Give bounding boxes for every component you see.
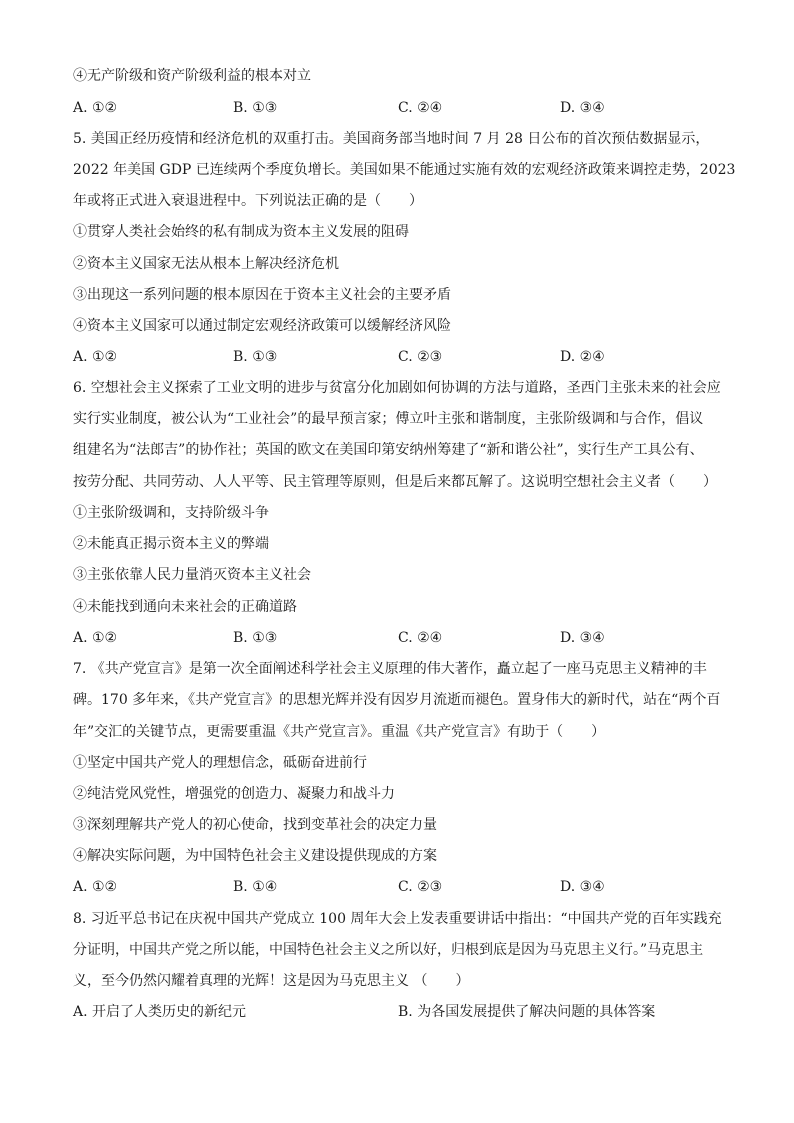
q5-option-c[interactable]: C. ②③ [398, 349, 443, 365]
q5-item-2: ②资本主义国家无法从根本上解决经济危机 [73, 256, 339, 272]
q5-stem-line-1: 5. 美国正经历疫情和经济危机的双重打击。美国商务部当地时间 7 月 28 日公布的首次预估数据显示， [73, 131, 710, 147]
q5-option-d[interactable]: D. ②④ [560, 349, 605, 365]
q7-stem-line-2: 碑。170 多年来，《共产党宣言》的思想光辉并没有因岁月流逝而褪色。置身伟大的新时代，站在“两个百 [73, 692, 721, 708]
q8-option-a[interactable]: A. 开启了人类历史的新纪元 [73, 1004, 247, 1020]
q5-stem-line-3: 年或将正式进入衰退进程中。下列说法正确的是（ ） [73, 193, 423, 209]
q5-item-4: ④资本主义国家可以通过制定宏观经济政策可以缓解经济风险 [73, 318, 451, 334]
q7-stem-line-3: 年”交汇的关键节点，更需要重温《共产党宣言》。重温《共产党宣言》有助于（ ） [73, 724, 606, 740]
q5-item-1: ①贯穿人类社会始终的私有制成为资本主义发展的阻碍 [73, 224, 409, 240]
q6-stem-line-2: 实行实业制度，被公认为“工业社会”的最早预言家；傅立叶主张和谐制度，主张阶级调和与合作，倡议 [73, 411, 704, 427]
q4-option-a[interactable]: A. ①② [73, 100, 118, 116]
q8-stem-line-1: 8. 习近平总书记在庆祝中国共产党成立 100 周年大会上发表重要讲话中指出：“中国共产党的百年实践充 [73, 911, 722, 927]
q7-option-b[interactable]: B. ①④ [233, 879, 278, 895]
q6-item-1: ①主张阶级调和，支持阶级斗争 [73, 505, 269, 521]
q6-option-d[interactable]: D. ③④ [560, 630, 605, 646]
q6-stem-line-4: 按劳分配、共同劳动、人人平等、民主管理等原则，但是后来都瓦解了。这说明空想社会主义者（ ） [73, 474, 717, 490]
q8-stem-line-3: 义，至今仍然闪耀着真理的光辉！这是因为马克思主义 （ ） [73, 973, 470, 989]
q6-stem-line-1: 6. 空想社会主义探索了工业文明的进步与贫富分化加剧如何协调的方法与道路，圣西门主张未来的社会应 [73, 380, 721, 396]
q7-option-c[interactable]: C. ②③ [398, 879, 443, 895]
q7-item-4: ④解决实际问题，为中国特色社会主义建设提供现成的方案 [73, 848, 437, 864]
q4-option-d[interactable]: D. ③④ [560, 100, 605, 116]
q6-item-4: ④未能找到通向未来社会的正确道路 [73, 599, 297, 615]
q8-stem-line-2: 分证明，中国共产党之所以能，中国特色社会主义之所以好，归根到底是因为马克思主义行。”马克思主 [73, 942, 704, 958]
q6-option-a[interactable]: A. ①② [73, 630, 118, 646]
q6-item-2: ②未能真正揭示资本主义的弊端 [73, 536, 269, 552]
q5-item-3: ③出现这一系列问题的根本原因在于资本主义社会的主要矛盾 [73, 287, 451, 303]
q7-item-2: ②纯洁党风党性，增强党的创造力、凝聚力和战斗力 [73, 786, 395, 802]
q7-options [73, 877, 723, 897]
q6-option-b[interactable]: B. ①③ [233, 630, 278, 646]
q5-stem-line-2: 2022 年美国 GDP 已连续两个季度负增长。美国如果不能通过实施有效的宏观经济政策来调控走势，2023 [73, 162, 736, 178]
q8-options [73, 1002, 723, 1022]
q5-option-a[interactable]: A. ①② [73, 349, 118, 365]
q7-item-1: ①坚定中国共产党人的理想信念，砥砺奋进前行 [73, 755, 367, 771]
q4-option-b[interactable]: B. ①③ [233, 100, 278, 116]
q5-options [73, 347, 723, 367]
q6-item-3: ③主张依靠人民力量消灭资本主义社会 [73, 567, 311, 583]
q5-option-b[interactable]: B. ①③ [233, 349, 278, 365]
q8-option-b[interactable]: B. 为各国发展提供了解决问题的具体答案 [398, 1004, 656, 1020]
q4-option-c[interactable]: C. ②④ [398, 100, 443, 116]
q6-option-c[interactable]: C. ②④ [398, 630, 443, 646]
q7-option-a[interactable]: A. ①② [73, 879, 118, 895]
q7-option-d[interactable]: D. ③④ [560, 879, 605, 895]
q7-item-3: ③深刻理解共产党人的初心使命，找到变革社会的决定力量 [73, 817, 437, 833]
q6-stem-line-3: 组建名为“法郎吉”的协作社；英国的欧文在美国印第安纳州筹建了“新和谐公社”，实行生产工具公有、 [73, 442, 704, 458]
q4-options [73, 98, 723, 118]
q7-stem-line-1: 7. 《共产党宣言》是第一次全面阐述科学社会主义原理的伟大著作，矗立起了一座马克思主义精神的丰 [73, 661, 707, 677]
q4-item-4: ④无产阶级和资产阶级利益的根本对立 [73, 68, 311, 84]
q6-options [73, 628, 723, 648]
